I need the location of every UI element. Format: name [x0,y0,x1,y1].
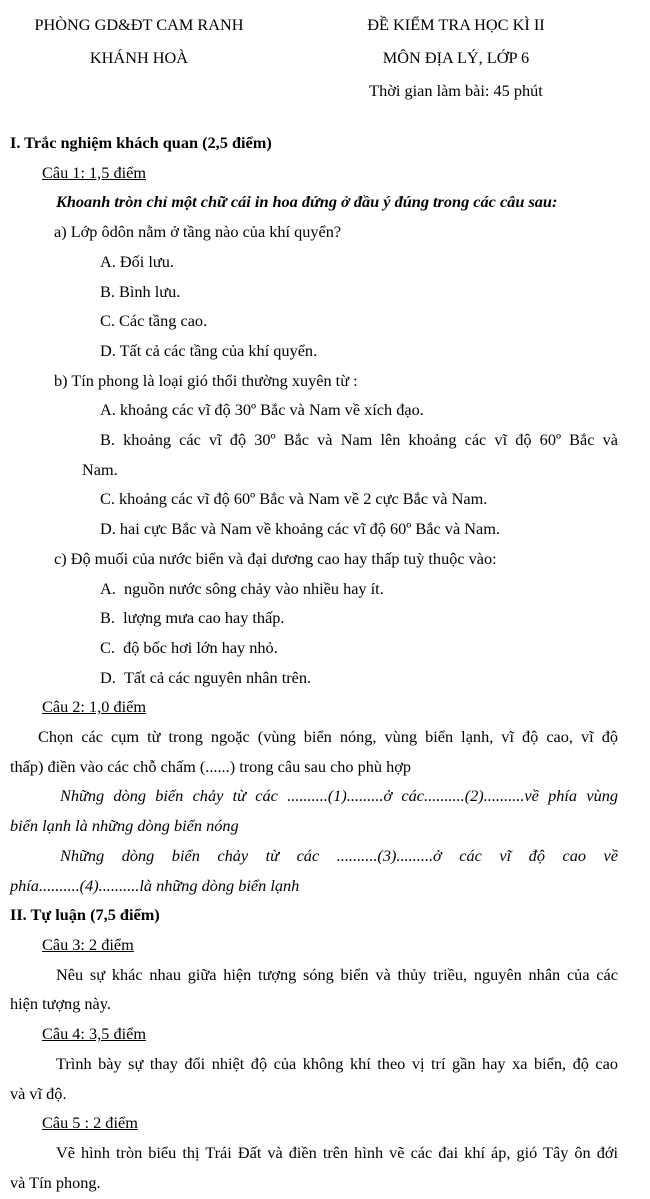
header-right-block [296,8,616,107]
doc-line-2: Câu 1: 1,5 điểm [42,162,147,182]
doc-line-11: B. khoảng các vĩ độ 30º Bắc và Nam lên khoảng các vĩ độ 60º Bắc và [100,430,618,450]
doc-line-24: biển lạnh là những dòng biển nóng [10,816,239,836]
exam-duration: Thời gian làm bài: 45 phút [369,81,543,100]
doc-line-35: Vẽ hình tròn biểu thị Trái Đất và điền trên hình vẽ các đai khí áp, gió Tây ôn đới [56,1142,618,1162]
doc-line-5: A. Đối lưu. [100,251,174,271]
doc-line-18: C. độ bốc hơi lớn hay nhỏ. [100,637,278,657]
doc-line-19: D. Tất cả các nguyên nhân trên. [100,667,312,687]
doc-line-21: Chọn các cụm từ trong ngoặc (vùng biển nóng, vùng biển lạnh, vĩ độ cao, vĩ độ [38,727,618,747]
doc-line-36: và Tín phong. [10,1172,101,1192]
doc-line-29: Nêu sự khác nhau giữa hiện tượng sóng biển và thủy triều, nguyên nhân của các [56,964,618,984]
doc-line-27: II. Tự luận (7,5 điểm) [10,905,160,925]
doc-line-15: c) Độ muối của nước biển và đại dương cao hay thấp tuỳ thuộc vào: [54,548,497,568]
header-left-block [0,8,278,107]
doc-line-25: Những dòng biển chảy từ các ..........(3).........ở các vĩ độ cao về [60,845,618,865]
doc-line-31: Câu 4: 3,5 điểm [42,1024,147,1044]
doc-line-28: Câu 3: 2 điểm [42,934,134,954]
exam-subject: MÔN ĐỊA LÝ, LỚP 6 [382,48,530,67]
doc-line-22: thấp) điền vào các chỗ chấm (......) trong câu sau cho phù hợp [10,756,412,776]
doc-line-30: hiện tượng này. [10,994,111,1014]
doc-line-7: C. Các tầng cao. [100,311,208,331]
doc-line-3: Khoanh tròn chỉ một chữ cái in hoa đứng ở đầu ý đúng trong các câu sau: [56,192,558,212]
doc-line-14: D. hai cực Bắc và Nam về khoảng các vĩ độ 60º Bắc và Nam. [100,519,500,539]
doc-line-9: b) Tín phong là loại gió thổi thường xuyên từ : [54,370,358,390]
doc-line-13: C. khoảng các vĩ độ 60º Bắc và Nam về 2 cực Bắc và Nam. [100,489,488,509]
doc-line-4: a) Lớp ôdôn nằm ở tầng nào của khí quyển? [54,222,342,242]
doc-line-32: Trình bày sự thay đổi nhiệt độ của không khí theo vị trí gần hay xa biển, độ cao [56,1053,618,1073]
exam-header [0,0,650,107]
doc-line-12: Nam. [82,459,118,479]
doc-line-34: Câu 5 : 2 điểm [42,1113,138,1133]
header-province-name: KHÁNH HOÀ [89,48,189,67]
doc-line-1: I. Trắc nghiệm khách quan (2,5 điểm) [10,133,272,152]
doc-line-17: B. lượng mưa cao hay thấp. [100,608,285,628]
exam-title: ĐỀ KIỂM TRA HỌC KÌ II [367,15,545,34]
doc-line-8: D. Tất cả các tầng của khí quyển. [100,340,318,360]
doc-line-26: phía..........(4)..........là những dòng biển lạnh [10,875,300,895]
doc-line-6: B. Bình lưu. [100,281,181,301]
doc-line-16: A. nguồn nước sông chảy vào nhiều hay ít. [100,578,384,598]
doc-line-10: A. khoảng các vĩ độ 30º Bắc và Nam về xích đạo. [100,400,424,420]
doc-line-23: Những dòng biển chảy từ các ..........(1).........ở các..........(2)..........về phía vùng [60,786,618,806]
doc-body [0,128,650,1197]
doc-line-33: và vĩ độ. [10,1083,67,1103]
header-office-name: PHÒNG GD&ĐT CAM RANH [34,15,244,34]
doc-line-20: Câu 2: 1,0 điểm [42,697,147,717]
